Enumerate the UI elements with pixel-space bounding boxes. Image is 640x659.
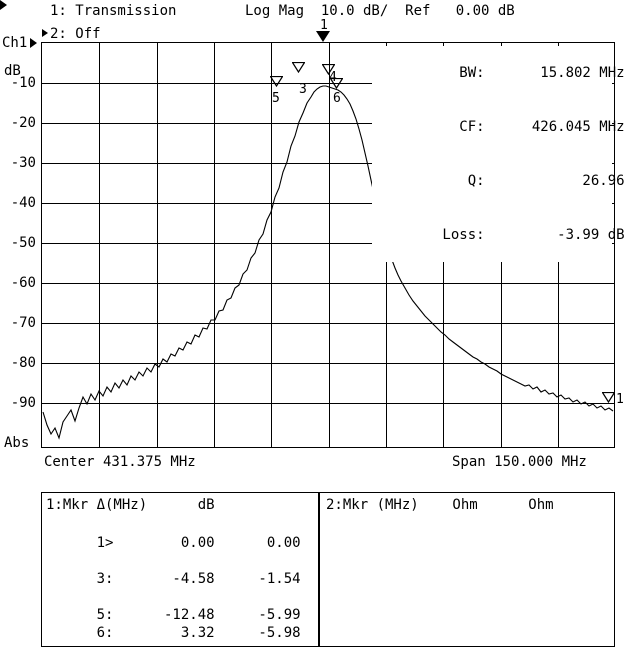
- y-tick-label: -10: [10, 75, 36, 91]
- marker-table-1[interactable]: [41, 492, 319, 647]
- readout-row: [372, 46, 625, 100]
- readout-row: [372, 154, 625, 208]
- marker-db: -5.98: [258, 625, 301, 641]
- marker-4-number: 4: [329, 70, 337, 85]
- marker-db: -1.54: [258, 571, 301, 587]
- readout-row: [372, 100, 625, 154]
- readout-label: Loss:: [442, 227, 485, 243]
- marker-3-triangle-icon[interactable]: [292, 62, 305, 73]
- readout-value: 26.96: [582, 173, 625, 189]
- readout-value: 426.045 MHz: [531, 119, 625, 135]
- readout-label: CF:: [459, 119, 485, 135]
- readout-value: -3.99 dB: [557, 227, 625, 243]
- marker-1-number: 1: [320, 18, 328, 33]
- y-tick-label: -90: [10, 395, 36, 411]
- y-tick-label: -60: [10, 275, 36, 291]
- marker-index: 1>: [96, 535, 114, 551]
- marker-index: 5:: [96, 607, 114, 623]
- marker-5-triangle-icon[interactable]: [270, 76, 283, 87]
- marker-6-triangle-icon[interactable]: [330, 78, 343, 89]
- marker-right-number: 1: [616, 392, 624, 407]
- trace2-label[interactable]: 2: Off: [50, 26, 101, 42]
- span-label[interactable]: Span 150.000 MHz: [452, 454, 587, 470]
- y-tick-label: -20: [10, 115, 36, 131]
- marker-delta-freq: 3.32: [180, 625, 215, 641]
- measurement-readout: [372, 46, 625, 262]
- readout-value: 15.802 MHz: [540, 65, 625, 81]
- readout-label: Q:: [467, 173, 485, 189]
- marker-table-2-title: 2:Mkr (MHz) Ohm Ohm: [326, 497, 554, 513]
- marker-table-2[interactable]: [319, 492, 615, 647]
- y-tick-label: -30: [10, 155, 36, 171]
- marker-3-number: 3: [299, 82, 307, 97]
- marker-index: 6:: [96, 625, 114, 641]
- marker-right-triangle-icon[interactable]: [602, 392, 615, 403]
- marker-table-1-title: 1:Mkr Δ(MHz) dB: [46, 497, 215, 513]
- marker-index: 3:: [96, 571, 114, 587]
- marker-delta-freq: -12.48: [164, 607, 215, 623]
- trace1-active-arrow-icon: [0, 0, 7, 10]
- marker-delta-freq: -4.58: [172, 571, 215, 587]
- readout-label: BW:: [459, 65, 485, 81]
- marker-db: 0.00: [266, 535, 301, 551]
- marker-delta-freq: 0.00: [180, 535, 215, 551]
- scale-mode-label: Abs: [4, 435, 30, 451]
- marker-5-number: 5: [272, 91, 280, 106]
- unit-label: dB: [4, 63, 21, 79]
- channel-label: Ch1: [2, 35, 28, 51]
- y-tick-label: -50: [10, 235, 36, 251]
- center-frequency-label[interactable]: Center 431.375 MHz: [44, 454, 196, 470]
- trace2-arrow-icon: [42, 29, 48, 37]
- marker-6-number: 6: [333, 91, 341, 106]
- y-tick-label: -80: [10, 355, 36, 371]
- marker-db: -5.99: [258, 607, 301, 623]
- channel-arrow-icon: [30, 38, 37, 48]
- trace1-label[interactable]: 1: Transmission: [50, 3, 177, 19]
- y-tick-label: -70: [10, 315, 36, 331]
- readout-row: [372, 208, 625, 262]
- format-label: Log Mag 10.0 dB/ Ref 0.00 dB: [245, 3, 515, 19]
- y-tick-label: -40: [10, 195, 36, 211]
- marker-table-1-row: [46, 609, 301, 657]
